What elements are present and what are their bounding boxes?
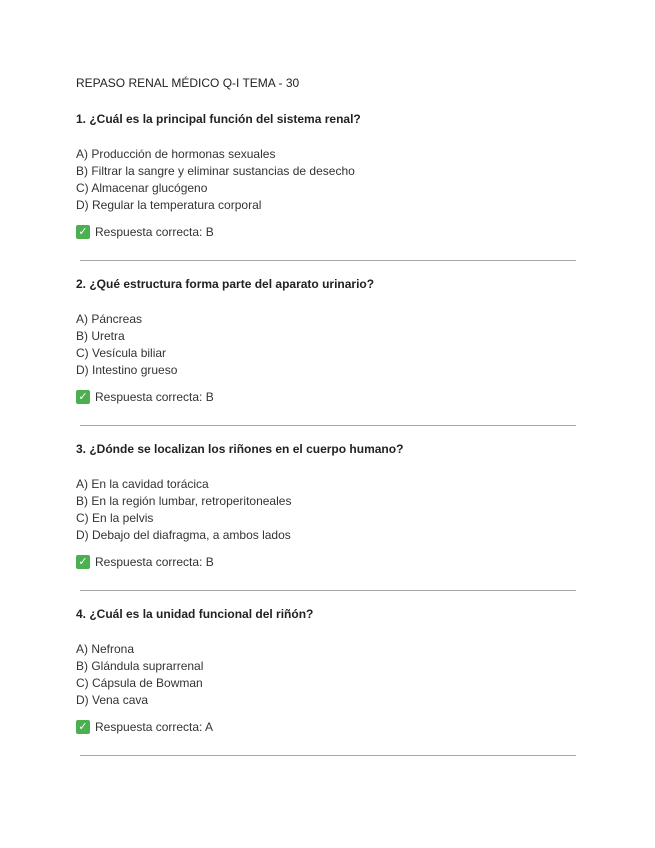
- option-b: B) Glándula suprarrenal: [76, 659, 204, 673]
- options-list: [76, 476, 576, 544]
- options-list: [76, 146, 576, 214]
- option-a: A) Producción de hormonas sexuales: [76, 147, 276, 161]
- option-c: C) En la pelvis: [76, 511, 154, 525]
- correct-answer: [76, 224, 576, 240]
- option-b: B) Uretra: [76, 329, 125, 343]
- correct-answer-text: Respuesta correcta: B: [95, 555, 214, 569]
- check-mark-icon: ✓: [76, 390, 90, 404]
- correct-answer-text: Respuesta correcta: B: [95, 225, 214, 239]
- correct-answer-text: Respuesta correcta: A: [95, 720, 214, 734]
- options-list: [76, 641, 576, 709]
- option-d: D) Vena cava: [76, 693, 149, 707]
- check-mark-icon: ✓: [76, 720, 90, 734]
- correct-answer-text: Respuesta correcta: B: [95, 390, 214, 404]
- document-title: REPASO RENAL MÉDICO Q-I TEMA - 30: [76, 76, 300, 90]
- option-b: B) Filtrar la sangre y eliminar sustancias de desecho: [76, 164, 355, 178]
- option-d: D) Regular la temperatura corporal: [76, 198, 262, 212]
- option-c: C) Vesícula biliar: [76, 346, 167, 360]
- question-text: 4. ¿Cuál es la unidad funcional del riñón?: [76, 607, 314, 621]
- option-d: D) Intestino grueso: [76, 363, 178, 377]
- option-c: C) Cápsula de Bowman: [76, 676, 203, 690]
- question-text: 2. ¿Qué estructura forma parte del aparato urinario?: [76, 277, 375, 291]
- option-a: A) En la cavidad torácica: [76, 477, 209, 491]
- question-text: 3. ¿Dónde se localizan los riñones en el cuerpo humano?: [76, 442, 404, 456]
- question-1: [76, 112, 576, 261]
- option-a: A) Nefrona: [76, 642, 135, 656]
- question-2: [76, 277, 576, 426]
- options-list: [76, 311, 576, 379]
- divider: [80, 425, 576, 426]
- option-d: D) Debajo del diafragma, a ambos lados: [76, 528, 291, 542]
- question-4: [76, 607, 576, 756]
- divider: [80, 755, 576, 756]
- document-page: [76, 76, 576, 756]
- correct-answer: [76, 719, 576, 735]
- option-b: B) En la región lumbar, retroperitoneales: [76, 494, 292, 508]
- option-c: C) Almacenar glucógeno: [76, 181, 208, 195]
- check-mark-icon: ✓: [76, 225, 90, 239]
- correct-answer: [76, 389, 576, 405]
- divider: [80, 260, 576, 261]
- option-a: A) Páncreas: [76, 312, 143, 326]
- correct-answer: [76, 554, 576, 570]
- question-3: [76, 442, 576, 591]
- question-text: 1. ¿Cuál es la principal función del sistema renal?: [76, 112, 361, 126]
- check-mark-icon: ✓: [76, 555, 90, 569]
- divider: [80, 590, 576, 591]
